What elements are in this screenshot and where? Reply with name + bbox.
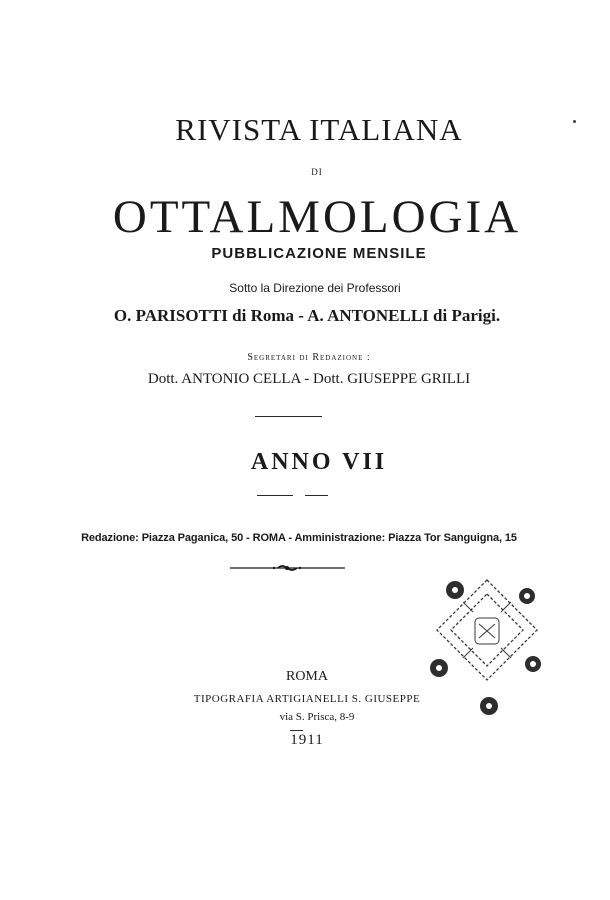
ink-speck [573, 120, 576, 123]
divider-rule-right [305, 495, 328, 496]
directors-line: O. PARISOTTI di Roma - A. ANTONELLI di Parigi. [113, 306, 501, 325]
imprint-year: 1911 [290, 732, 324, 748]
volume-label: ANNO VII [250, 449, 388, 475]
journal-title-line1: RIVISTA ITALIANA [175, 112, 463, 147]
address-line: Redazione: Piazza Paganica, 50 - ROMA - Amministrazione: Piazza Tor Sanguigna, 15 [81, 532, 517, 544]
journal-title-connector: DI [311, 167, 323, 177]
year-overline [290, 730, 303, 731]
secretaries-line: Dott. ANTONIO CELLA - Dott. GIUSEPPE GRILLI [147, 371, 471, 387]
divider-rule-left [257, 495, 293, 496]
ornamental-divider-icon [230, 561, 345, 575]
direction-label: Sotto la Direzione dei Professori [229, 281, 401, 295]
imprint-street: via S. Prisca, 8-9 [279, 711, 355, 723]
secretaries-label: Segretari di Redazione : [247, 352, 371, 363]
divider-rule [255, 416, 322, 417]
journal-title-main: OTTALMOLOGIA [112, 191, 522, 243]
journal-subtitle: PUBBLICAZIONE MENSILE [211, 245, 427, 262]
imprint-printer: TIPOGRAFIA ARTIGIANELLI S. GIUSEPPE [193, 693, 421, 705]
imprint-city: ROMA [285, 669, 328, 684]
